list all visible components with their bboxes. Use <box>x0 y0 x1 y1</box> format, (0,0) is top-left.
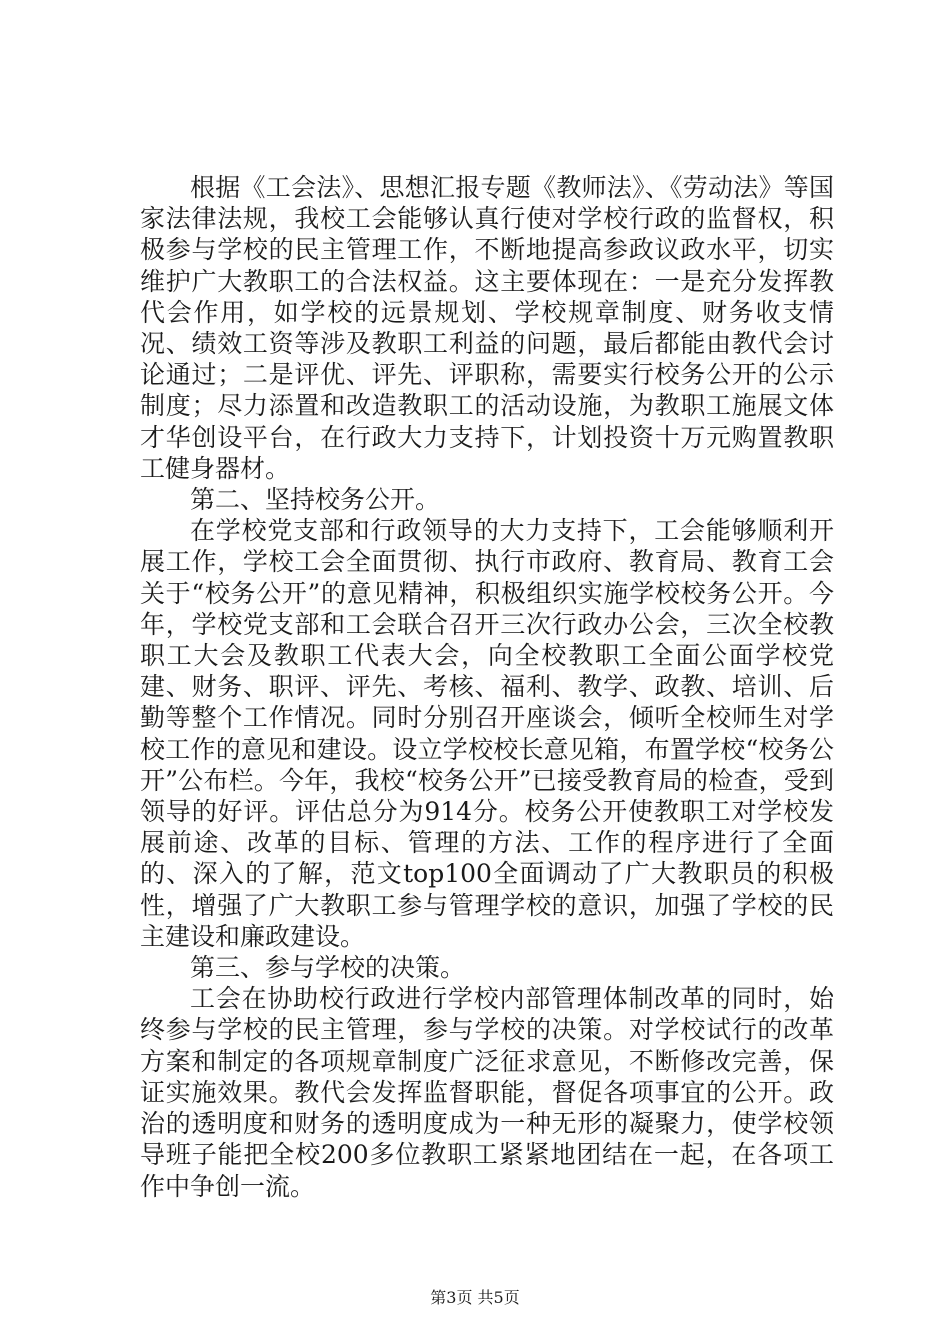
paragraph-school-affairs-openness: 在学校党支部和行政领导的大力支持下，工会能够顺利开展工作，学校工会全面贯彻、执行市政府、教育局、教育工会关于“校务公开”的意见精神，积极组织实施学校校务公开。今年，学校党支部和工会联合召开三次行政办公会，三次全校教职工大会及教职工代表大会，向全校教职工全面公面学校党建、财务、职评、评先、考核、福利、教学、政教、培训、后勤等整个工作情况。同时分别召开座谈会，倾听全校师生对学校工作的意见和建设。设立学校校长意见箱，布置学校“校务公开”公布栏。今年，我校“校务公开”已接受教育局的检查，受到领导的好评。评估总分为914分。校务公开使教职工对学校发展前途、改革的目标、管理的方法、工作的程序进行了全面的、深入的了解，范文top100全面调动了广大教职员的积极性，增强了广大教职工参与管理学校的意识，加强了学校的民主建设和廉政建设。 <box>140 516 834 951</box>
page-number-footer: 第3页 共5页 <box>430 1288 520 1307</box>
paragraph-participate-decisions: 工会在协助校行政进行学校内部管理体制改革的同时，始终参与学校的民主管理，参与学校的决策。对学校试行的改革方案和制定的各项规章制度广泛征求意见，不断修改完善，保证实施效果。教代会发挥监督职能，督促各项事宜的公开。政治的透明度和财务的透明度成为一种无形的凝聚力，使学校领导班子能把全校200多位教职工紧紧地团结在一起，在各项工作中争创一流。 <box>140 984 834 1201</box>
paragraph-union-oversight: 根据《工会法》、思想汇报专题《教师法》、《劳动法》等国家法律法规，我校工会能够认真行使对学校行政的监督权，积极参与学校的民主管理工作，不断地提高参政议政水平，切实维护广大教职工的合法权益。这主要体现在：一是充分发挥教代会作用，如学校的远景规划、学校规章制度、财务收支情况、绩效工资等涉及教职工利益的问题，最后都能由教代会讨论通过；二是评优、评先、评职称，需要实行校务公开的公示制度；尽力添置和改造教职工的活动设施，为教职工施展文体才华创设平台，在行政大力支持下，计划投资十万元购置教职工健身器材。 <box>140 173 834 483</box>
heading-school-affairs-openness: 第二、坚持校务公开。 <box>190 485 441 515</box>
heading-participate-decisions: 第三、参与学校的决策。 <box>190 953 466 983</box>
document-body <box>140 172 834 1202</box>
